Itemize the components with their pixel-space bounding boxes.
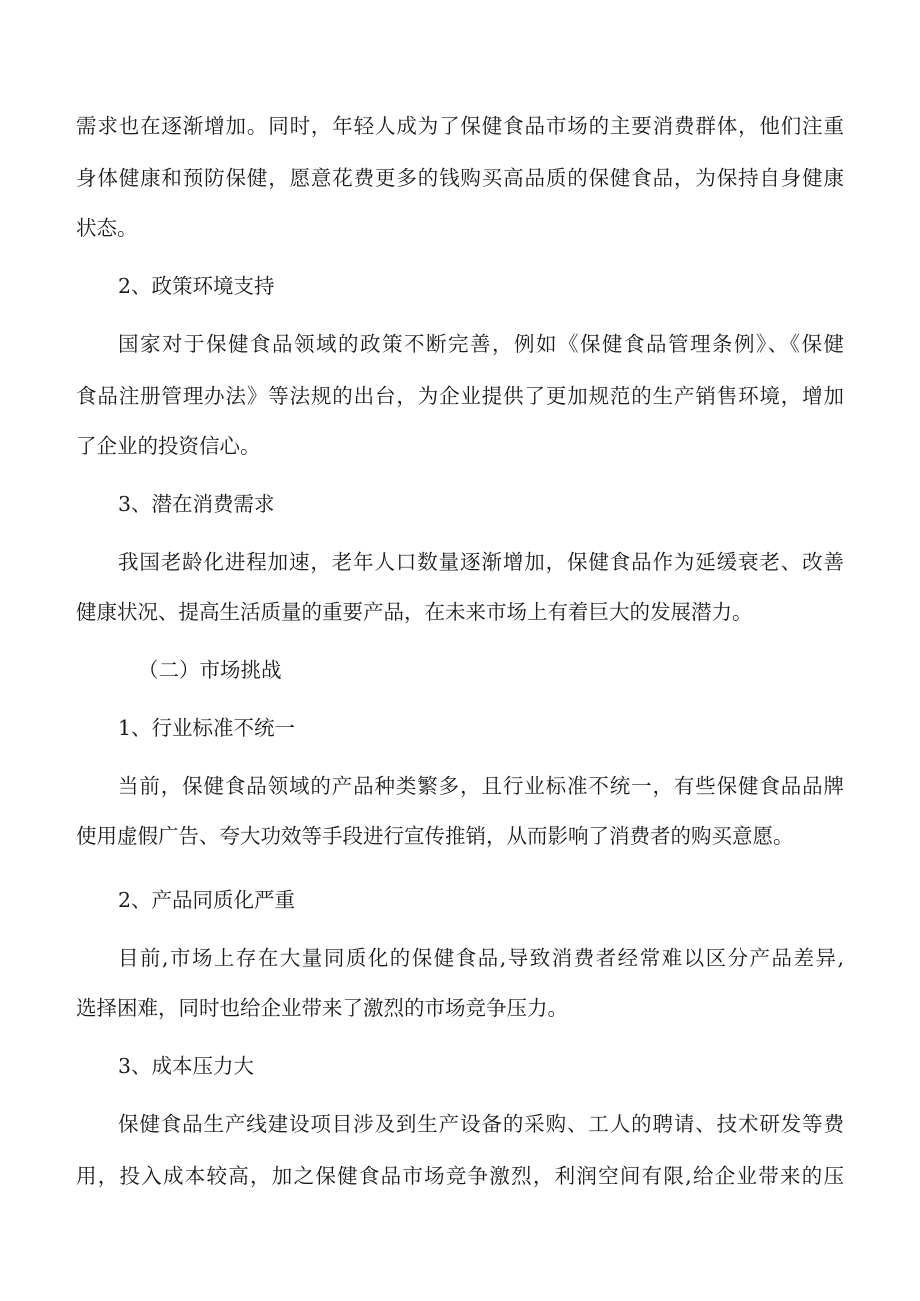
paragraph-line: 用，投入成本较高，加之保健食品市场竞争激烈，利润空间有限,给企业带来的压: [76, 1164, 844, 1188]
paragraph-line: 目前,市场上存在大量同质化的保健食品,导致消费者经常难以区分产品差异,: [118, 946, 844, 970]
paragraph-line: 国家对于保健食品领域的政策不断完善，例如《保健食品管理条例》、《保健: [118, 332, 844, 356]
paragraph-line: 当前，保健食品领域的产品种类繁多，且行业标准不统一，有些保健食品品牌: [118, 774, 844, 798]
section-heading-demand: 3、潜在消费需求: [118, 492, 275, 516]
section-heading-challenge: （二）市场挑战: [138, 658, 282, 682]
paragraph-line: 选择困难，同时也给企业带来了激烈的市场竞争压力。: [76, 996, 568, 1020]
section-heading-policy: 2、政策环境支持: [118, 274, 275, 298]
paragraph-line: 我国老龄化进程加速，老年人口数量逐渐增加，保健食品作为延缓衰老、改善: [118, 550, 844, 574]
paragraph-line: 身体健康和预防保健，愿意花费更多的钱购买高品质的保健食品，为保持自身健康: [76, 166, 844, 190]
paragraph-line: 使用虚假广告、夸大功效等手段进行宣传推销，从而影响了消费者的购买意愿。: [76, 824, 794, 848]
paragraph-line: 保健食品生产线建设项目涉及到生产设备的采购、工人的聘请、技术研发等费: [118, 1112, 844, 1136]
paragraph-line: 需求也在逐渐增加。同时，年轻人成为了保健食品市场的主要消费群体，他们注重: [76, 114, 844, 138]
section-heading-standard: 1、行业标准不统一: [118, 716, 296, 740]
section-heading-homogenization: 2、产品同质化严重: [118, 888, 296, 912]
paragraph-line: 健康状况、提高生活质量的重要产品，在未来市场上有着巨大的发展潜力。: [76, 600, 753, 624]
paragraph-line: 食品注册管理办法》等法规的出台，为企业提供了更加规范的生产销售环境，增加: [76, 384, 844, 408]
section-heading-cost: 3、成本压力大: [118, 1054, 255, 1078]
paragraph-line: 了企业的投资信心。: [76, 434, 261, 458]
paragraph-line: 状态。: [76, 216, 138, 240]
